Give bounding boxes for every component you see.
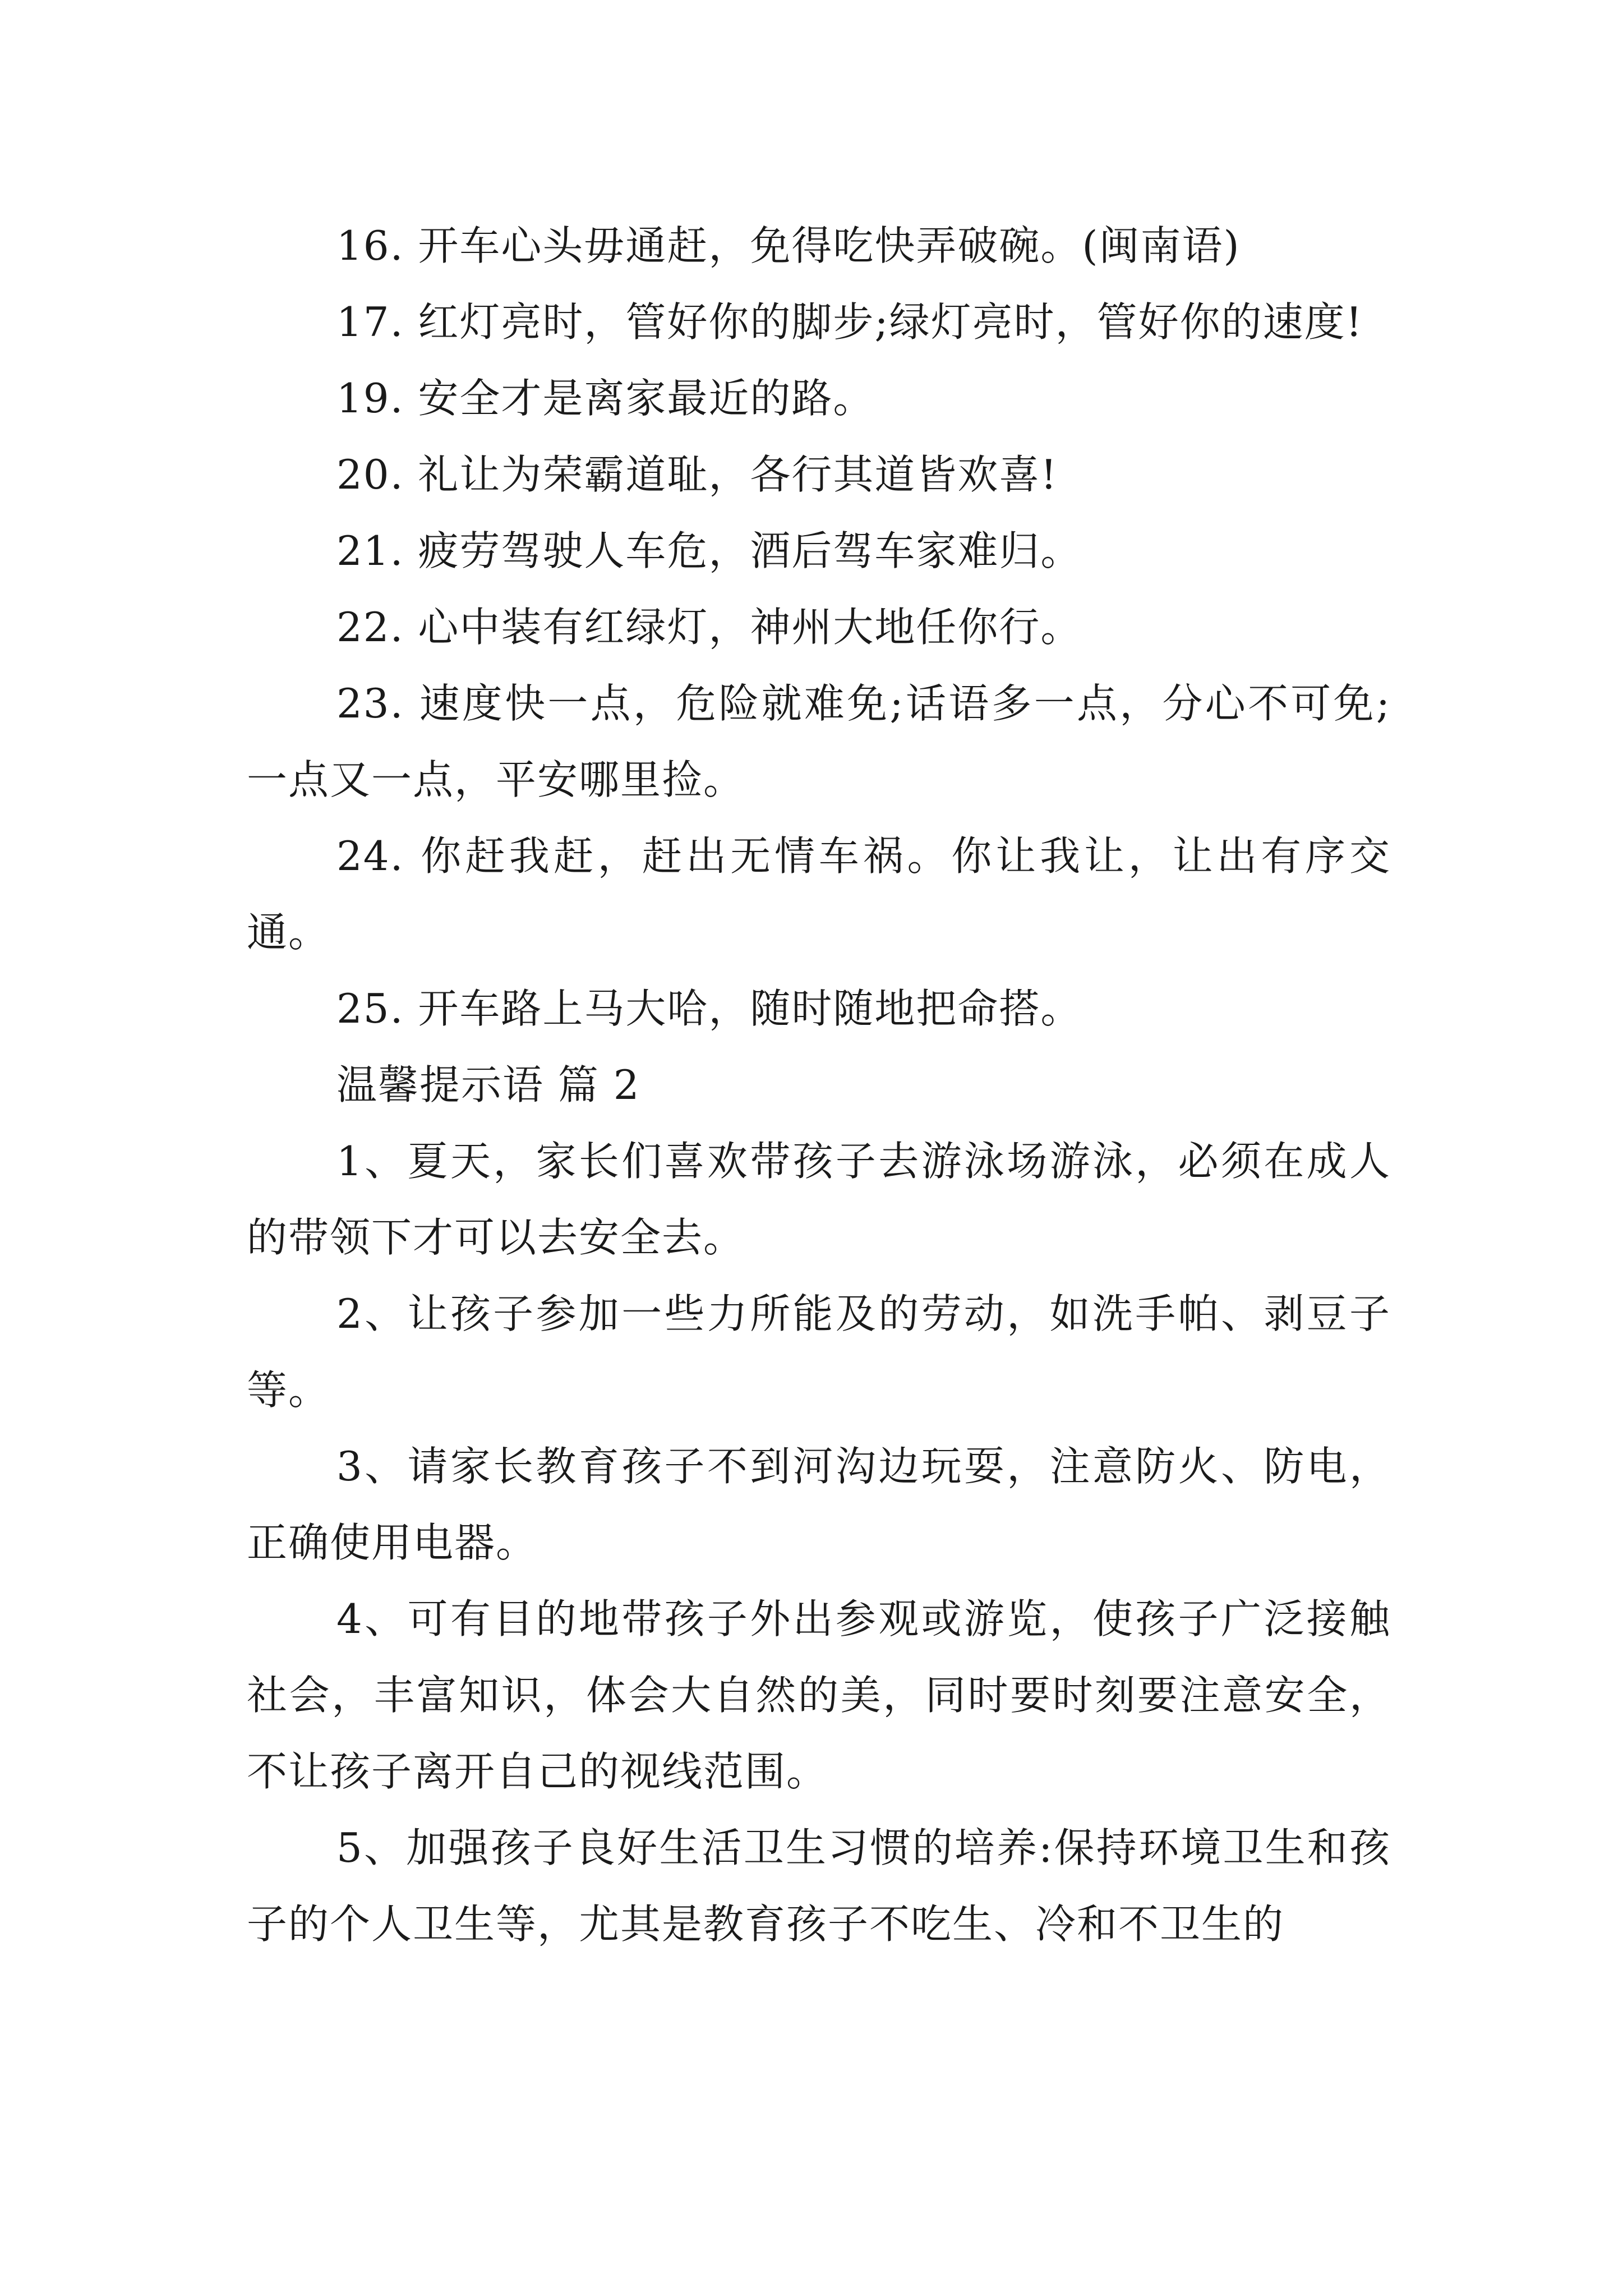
section-heading: 温馨提示语 篇 2 xyxy=(336,1061,640,1108)
section-paragraph-3: 3、请家长教育孩子不到河沟边玩耍，注意防火、防电，正确使用电器。 xyxy=(247,1443,1391,1566)
paragraph-19: 19. 安全才是离家最近的路。 xyxy=(336,375,875,422)
paragraph-20: 20. 礼让为荣霸道耻，各行其道皆欢喜! xyxy=(336,451,1058,498)
paragraph-17: 17. 红灯亮时，管好你的脚步;绿灯亮时，管好你的速度! xyxy=(336,298,1363,346)
document-body xyxy=(247,208,1391,1962)
section-paragraph-5: 5、加强孩子良好生活卫生习惯的培养:保持环境卫生和孩子的个人卫生等，尤其是教育孩子不吃生、冷和不卫生的 xyxy=(247,1824,1391,1948)
paragraph-23: 23. 速度快一点，危险就难免;话语多一点，分心不可免;一点又一点，平安哪里捡。 xyxy=(247,680,1391,803)
section-paragraph-1: 1、夏天，家长们喜欢带孩子去游泳场游泳，必须在成人的带领下才可以去安全去。 xyxy=(247,1138,1391,1261)
paragraph-21: 21. 疲劳驾驶人车危，酒后驾车家难归。 xyxy=(336,527,1082,574)
section-paragraph-2: 2、让孩子参加一些力所能及的劳动，如洗手帕、剥豆子等。 xyxy=(247,1290,1391,1414)
paragraph-16: 16. 开车心头毋通赶，免得吃快弄破碗。(闽南语) xyxy=(336,222,1241,269)
section-paragraph-4: 4、可有目的地带孩子外出参观或游览，使孩子广泛接触社会，丰富知识，体会大自然的美，同时要时刻要注意安全，不让孩子离开自己的视线范围。 xyxy=(247,1595,1391,1795)
paragraph-24: 24. 你赶我赶，赶出无情车祸。你让我让，让出有序交通。 xyxy=(247,832,1391,956)
paragraph-22: 22. 心中装有红绿灯，神州大地任你行。 xyxy=(336,604,1082,651)
paragraph-25: 25. 开车路上马大哈，随时随地把命搭。 xyxy=(336,985,1082,1032)
